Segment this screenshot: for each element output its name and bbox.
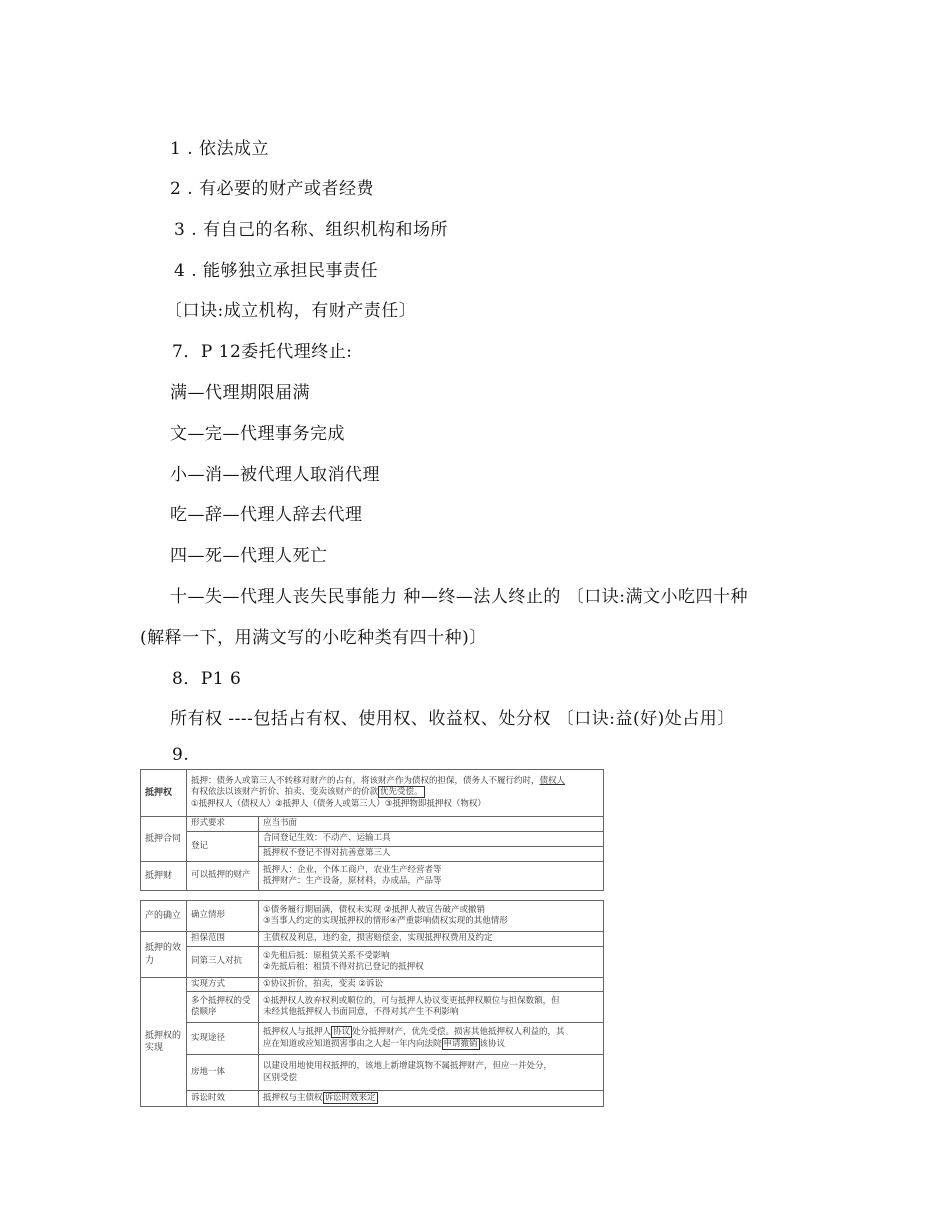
third-party-value-2: ②先抵后租：租赁不得对抗已登记的抵押权 <box>263 962 424 972</box>
method-label: 实现方式 <box>187 978 259 992</box>
text-line-man: 满—代理期限届满 <box>170 383 310 403</box>
text-line-shi: 十—失—代理人丧失民事能力 种—终—法人终止的 〔口诀:满文小吃四十种 <box>170 587 749 607</box>
form-label: 形式要求 <box>187 817 259 832</box>
continuation-label: 产的确立 <box>141 901 187 932</box>
confirm-value <box>259 901 604 932</box>
path-text-b: 协议 <box>333 1027 351 1038</box>
text-line-1: 1 . 依法成立 <box>170 139 270 159</box>
registration-label: 登记 <box>187 832 259 862</box>
third-party-label: 同第三人对抗 <box>187 947 259 978</box>
definition-text-d: 优先受偿。 <box>380 787 423 798</box>
form-value: 应当书面 <box>259 817 604 832</box>
contract-label: 抵押合同 <box>141 817 187 862</box>
ownership-line: 所有权 ----包括占有权、使用权、收益权、处分权 〔口诀:益(好)处占用〕 <box>170 709 735 729</box>
definition-text-b: 债权人 <box>539 775 566 786</box>
property-label: 抵押财 <box>141 862 187 891</box>
parties-text: ①抵押权人（债权人）②抵押人（债务人或第三人）③抵押物即抵押权（物权） <box>191 798 486 809</box>
path-text-d: 应在知道或应知道损害事由之人起一年内向法院 <box>263 1038 442 1049</box>
mnemonic-1: 〔口诀:成立机构，有财产责任〕 <box>165 301 417 321</box>
mortgage-title-cell: 抵押权 <box>141 770 187 817</box>
text-line-2: 2 . 有必要的财产或者经费 <box>170 179 375 199</box>
text-line-si: 四—死—代理人死亡 <box>170 546 328 566</box>
registration-value-2: 抵押权不登记不得对抗善意第三人 <box>259 847 604 862</box>
scope-label: 担保范围 <box>187 932 259 947</box>
definition-text-c: 有权依法以该财产折价、拍卖、变卖该财产的价款 <box>191 787 379 798</box>
section-8-heading: 8．P1 6 <box>172 669 242 689</box>
house-land-value <box>259 1055 604 1091</box>
path-text-f: 该协议 <box>479 1038 506 1049</box>
path-text-e: 申请撤销 <box>443 1038 478 1049</box>
third-party-value-1: ①先租后抵：原租赁关系不受影响 <box>263 950 390 961</box>
definition-text-a: 抵押：债务人或第三人不转移对财产的占有，将该财产作为债权的担保，债务人不履行约时， <box>191 775 540 786</box>
path-label: 实现途径 <box>187 1023 259 1055</box>
text-line-4: 4 . 能够独立承担民事责任 <box>174 261 379 281</box>
limitation-value <box>259 1091 604 1107</box>
allowed-value-2: 抵押财产：生产设备，原材料，办成品，产品等 <box>263 876 442 886</box>
confirm-value-1: ①债务履行期届满，债权未实现 ②抵押人被宣告破产或撤销 <box>263 904 485 915</box>
path-text-a: 抵押权人与抵押人 <box>263 1027 332 1038</box>
multiple-value-2: 未经其他抵押权人书面同意，不得对其产生不利影响 <box>263 1007 459 1017</box>
confirm-label: 确立情形 <box>187 901 259 932</box>
path-value <box>259 1023 604 1055</box>
allowed-property-value <box>259 862 604 891</box>
text-line-3: 3 . 有自己的名称、组织机构和场所 <box>174 220 449 240</box>
section-7-heading: 7．P 12委托代理终止: <box>172 342 353 362</box>
multiple-mortgage-value <box>259 992 604 1023</box>
text-line-xiao: 小—消—被代理人取消代理 <box>170 465 380 485</box>
house-land-label: 房地一体 <box>187 1055 259 1091</box>
allowed-property-label: 可以抵押的财产 <box>187 862 259 891</box>
limitation-text-b: 诉讼时效来定 <box>324 1092 376 1103</box>
allowed-value-1: 抵押人：企业，个体工商户，农业生产经营者等 <box>263 864 442 875</box>
text-line-wen: 文—完—代理事务完成 <box>170 424 345 444</box>
section-9-heading: 9. <box>172 745 190 765</box>
path-text-c: 处分抵押财产，优先受偿。损害其他抵押权人利益的，其 <box>352 1027 565 1038</box>
multiple-value-1: ①抵押权人放弃权利或顺位的，可与抵押人协议变更抵押权顺位与担保数额，但 <box>263 995 560 1006</box>
text-line-chi: 吃—辞—代理人辞去代理 <box>170 505 363 525</box>
effect-label: 抵押的效力 <box>141 932 187 978</box>
scope-value: 主债权及利息，违约金，损害赔偿金，实现抵押权费用及约定 <box>259 932 604 947</box>
mortgage-table-2 <box>140 900 604 1107</box>
registration-value-1: 合同登记生效：不动产、运输工具 <box>259 832 604 847</box>
mortgage-table-1 <box>140 769 604 891</box>
third-party-value <box>259 947 604 978</box>
method-value: ①协议折价，拍卖，变卖 ②诉讼 <box>259 978 604 992</box>
multiple-mortgage-label: 多个抵押权的受偿顺序 <box>187 992 259 1023</box>
mortgage-definition-cell <box>187 770 604 817</box>
house-land-value-1: 以建设用地使用权抵押的，该地上新增建筑物不属抵押财产，但应一并处分， <box>263 1061 553 1072</box>
realization-label: 抵押权的实现 <box>141 978 187 1107</box>
house-land-value-2: 区别受偿 <box>263 1072 298 1083</box>
limitation-text-a: 抵押权与主债权 <box>263 1092 323 1103</box>
text-line-explain: (解释一下，用满文写的小吃种类有四十种)〕 <box>140 628 487 648</box>
confirm-value-2: ③当事人约定的实现抵押权的情形④严重影响债权实现的其他情形 <box>263 916 508 926</box>
limitation-label: 诉讼时效 <box>187 1091 259 1107</box>
